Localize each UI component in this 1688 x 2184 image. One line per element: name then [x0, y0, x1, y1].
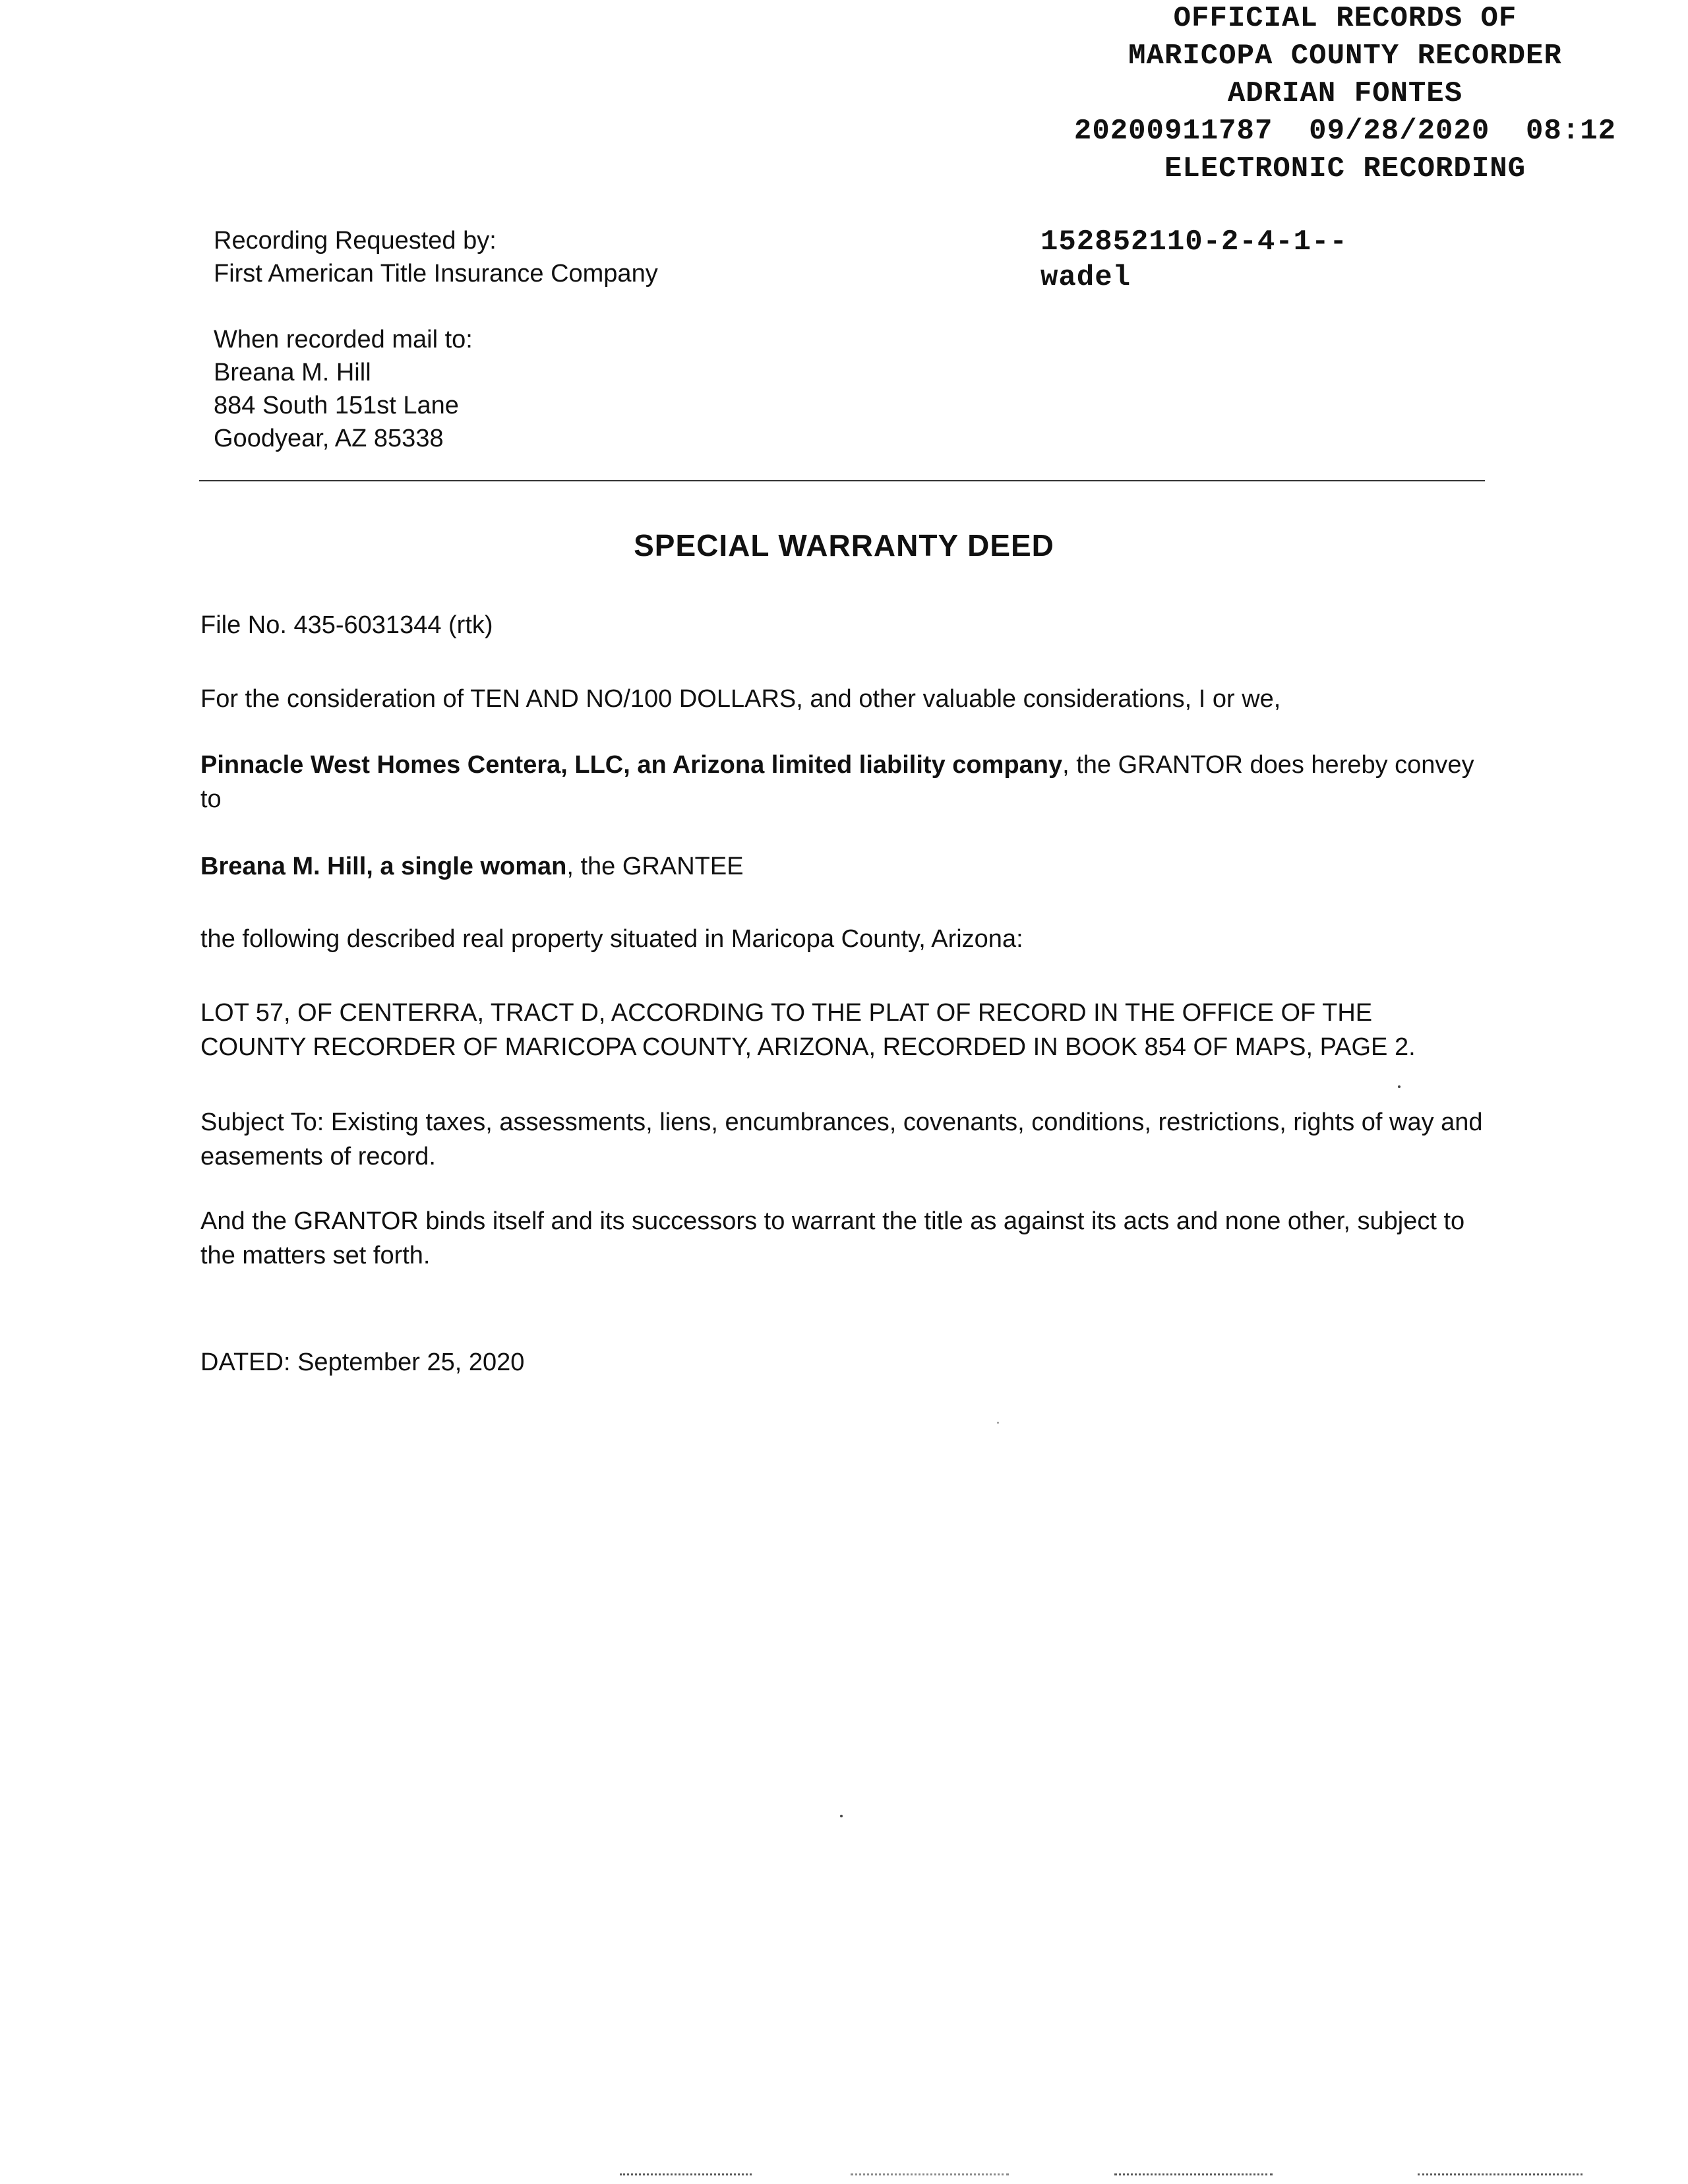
scan-edge-artifact	[851, 2173, 1009, 2175]
document-title: SPECIAL WARRANTY DEED	[634, 528, 1054, 562]
legal-description-line: LOT 57, OF CENTERRA, TRACT D, ACCORDING TO THE PLAT OF RECORD IN THE OFFICE OF THE	[200, 999, 1373, 1027]
grantee-suffix: , the GRANTEE	[566, 853, 744, 880]
subject-to-paragraph: Subject To: Existing taxes, assessments, liens, encumbrances, covenants, conditions, restrictions, rights of way and easements of record.	[200, 1108, 1483, 1170]
stamp-line-electronic-recording: ELECTRONIC RECORDING	[1164, 152, 1526, 185]
stamp-line-recorder-name: ADRIAN FONTES	[1227, 77, 1463, 110]
file-number: File No. 435-6031344 (rtk)	[200, 611, 493, 639]
stamp-line-county-recorder: MARICOPA COUNTY RECORDER	[1128, 40, 1562, 73]
grantee-paragraph	[200, 849, 1486, 884]
scan-edge-artifact	[1418, 2173, 1582, 2175]
stamp-code: 152852110-2-4-1--	[1040, 226, 1348, 258]
stamp-line-official-records: OFFICIAL RECORDS OF	[1173, 2, 1517, 35]
stamp-codes	[1040, 224, 1348, 295]
scan-edge-artifact	[620, 2173, 752, 2175]
header-divider	[199, 480, 1485, 481]
warranty-paragraph: And the GRANTOR binds itself and its successors to warrant the title as against its acts and none other, subject to the matters set forth.	[200, 1207, 1465, 1269]
recording-requested-company: First American Title Insurance Company	[214, 260, 658, 288]
scan-edge-artifact	[1114, 2173, 1273, 2175]
legal-description	[200, 996, 1486, 1064]
mail-to-label: When recorded mail to:	[214, 326, 473, 353]
recording-requested-block	[214, 224, 658, 290]
consideration-paragraph: For the consideration of TEN AND NO/100 DOLLARS, and other valuable considerations, I or we,	[200, 685, 1281, 713]
mail-to-block	[214, 323, 473, 455]
grantor-name: Pinnacle West Homes Centera, LLC, an Arizona limited liability company	[200, 751, 1063, 779]
mail-to-street: 884 South 151st Lane	[214, 392, 459, 419]
grantor-paragraph	[200, 748, 1486, 816]
grantee-name: Breana M. Hill, a single woman	[200, 853, 567, 880]
mail-to-city-state-zip: Goodyear, AZ 85338	[214, 425, 444, 452]
legal-description-line: COUNTY RECORDER OF MARICOPA COUNTY, ARIZONA, RECORDED IN BOOK 854 OF MAPS, PAGE 2.	[200, 1033, 1416, 1061]
scan-speck	[1398, 1085, 1401, 1088]
recorder-stamp	[1029, 0, 1662, 188]
stamp-user: wadel	[1040, 261, 1131, 294]
stamp-line-record-number-date-time: 20200911787 09/28/2020 08:12	[1073, 115, 1617, 148]
property-intro: the following described real property situated in Maricopa County, Arizona:	[200, 925, 1023, 953]
scan-speck	[997, 1422, 999, 1424]
dated-line: DATED: September 25, 2020	[200, 1349, 525, 1376]
recording-requested-label: Recording Requested by:	[214, 227, 497, 255]
mail-to-name: Breana M. Hill	[214, 359, 371, 386]
grantor-suffix: , the GRANTOR does hereby convey to	[200, 751, 1474, 813]
scan-speck	[840, 1815, 843, 1817]
